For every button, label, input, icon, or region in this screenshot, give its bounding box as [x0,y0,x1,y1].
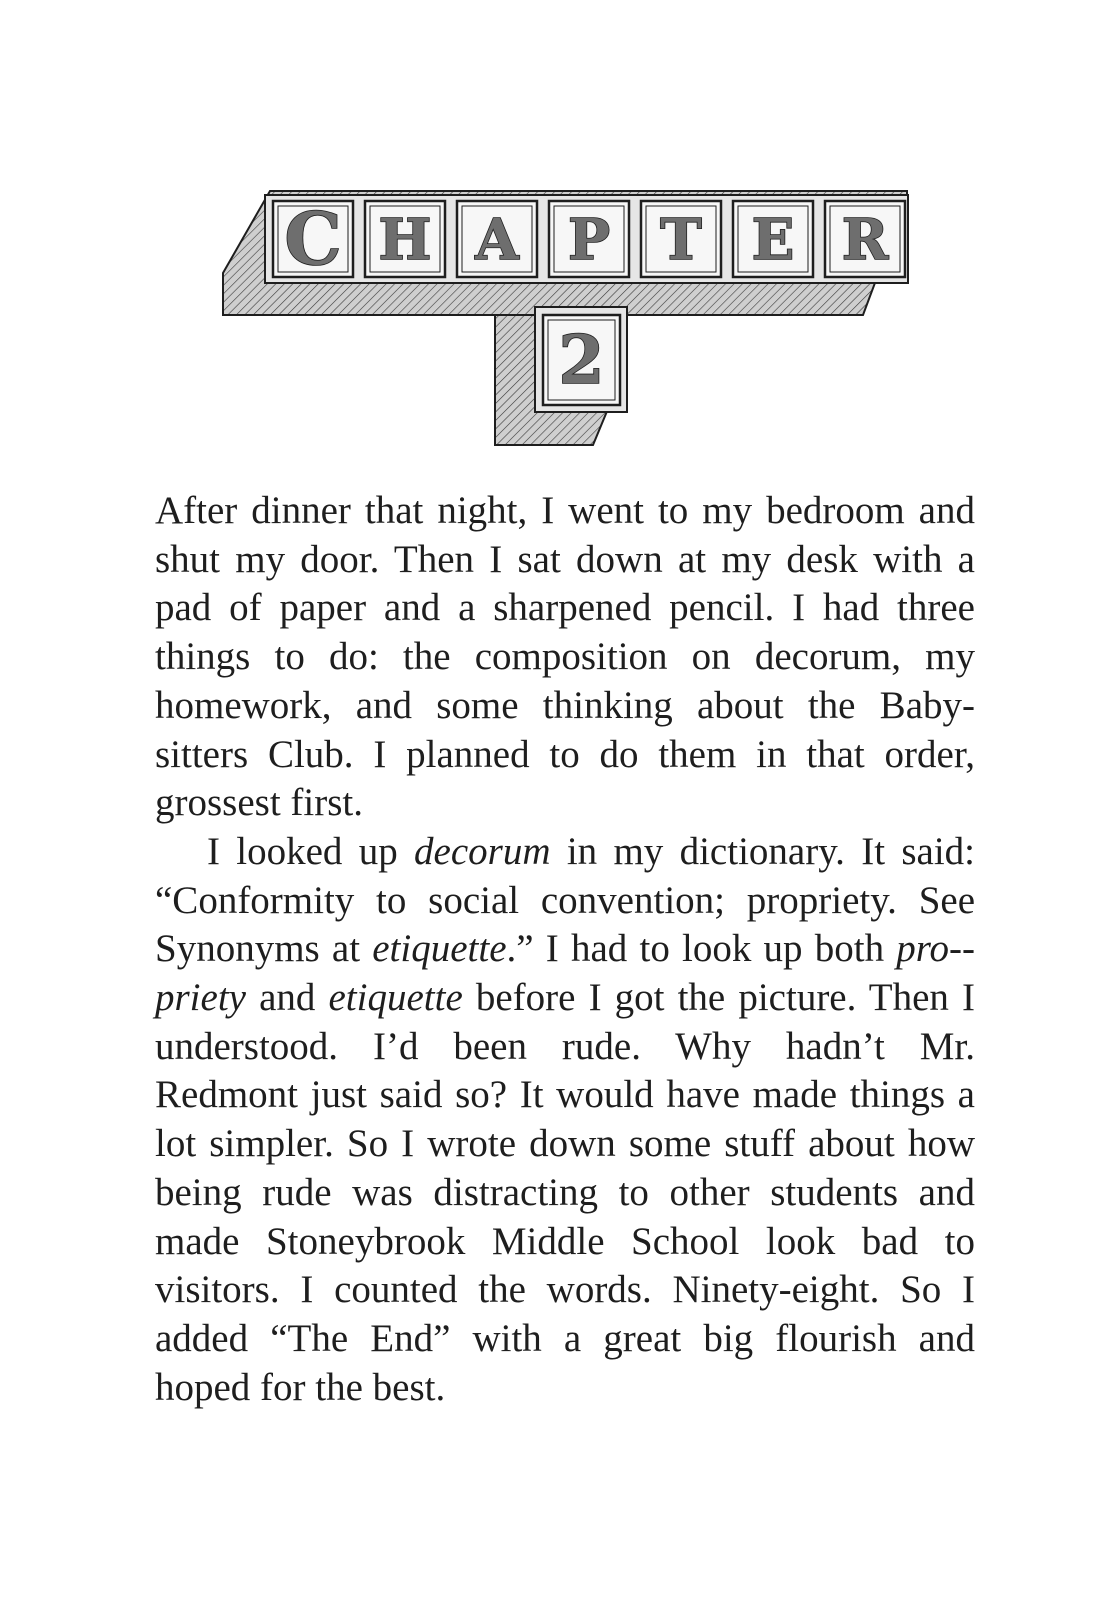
chapter-heading [215,183,935,458]
italic-term: pro-priety [155,927,975,1020]
text-run: and [245,976,329,1020]
paragraph [155,828,975,1412]
italic-term: etiquette [328,976,463,1020]
chapter-letter: E [751,207,795,273]
text-run: After dinner that night, I went to my bedroom and shut my door. Then I sat down at my desk with a pad of paper and a sharpened pencil. I had three things to do: the composition on decorum, my homework, and some thinking about the Baby-sitters Club. I planned to do them in that order, grossest first. [155,489,975,825]
chapter-letter: P [567,207,611,273]
paragraph [155,487,975,828]
text-run: before I got the picture. Then I understood. I’d been rude. Why hadn’t Mr. Redmont just said so? It would have made things a lot simpler. So I wrote down some stuff about how being rude was distracting to other students and made Stoneybrook Middle School look bad to visitors. I counted the words. Ninety-eight. So I added “The End” with a great big flourish and hoped for the best. [155,976,975,1409]
text-run: in my dictionary. It said: “Conformity to social convention; propriety. See Synonyms at [155,829,976,971]
italic-term: etiquette [372,927,507,971]
text-run: .” I had to look up both [506,927,897,971]
chapter-blocks-graphic [215,183,935,458]
italic-term: decorum [414,829,551,873]
text-run: I looked up [207,829,415,873]
chapter-letter: R [841,207,889,273]
chapter-letter: H [378,207,432,273]
chapter-letter: C [284,196,342,281]
chapter-number: 2 [558,321,605,399]
chapter-letter: A [475,207,519,273]
chapter-body [155,487,975,1412]
chapter-letter: T [660,207,702,273]
